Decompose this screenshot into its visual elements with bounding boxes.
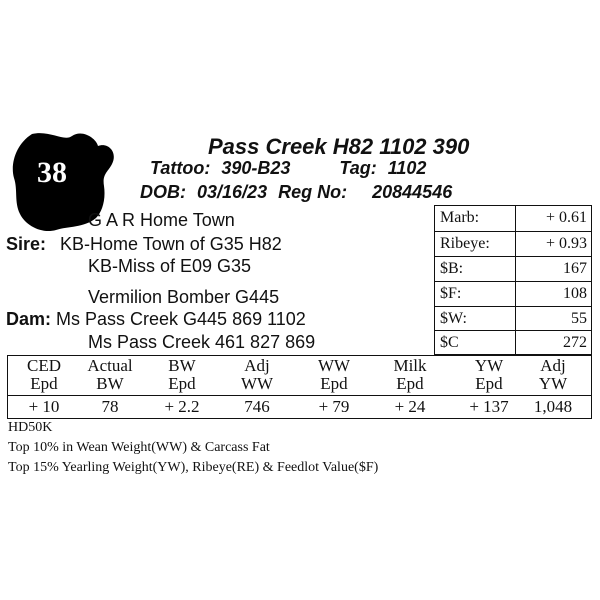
tattoo-value: 390-B23	[221, 158, 291, 178]
epd-row-c	[435, 330, 591, 355]
column-subheader: Epd	[168, 374, 196, 393]
epd-value: 55	[571, 310, 587, 327]
column-value: + 24	[394, 397, 426, 416]
tag-value: 1102	[387, 158, 427, 178]
lot-number: 38	[37, 156, 67, 189]
column-value: 78	[101, 397, 119, 416]
column-header: Milk	[393, 356, 427, 375]
performance-column	[517, 356, 589, 418]
column-header: BW	[168, 356, 196, 375]
column-subheader: YW	[538, 374, 568, 393]
ranking-note: Top 15% Yearling Weight(YW), Ribeye(RE) & Feedlot Value($F)	[8, 460, 379, 475]
column-header: CED	[27, 356, 61, 375]
column-subheader: Epd	[320, 374, 348, 393]
reg-value: 20844546	[372, 182, 453, 202]
epd-row-ribeye	[435, 231, 591, 256]
epd-label: $F:	[440, 285, 462, 302]
dob-label: DOB:	[140, 182, 186, 202]
epd-label: $W:	[440, 310, 467, 327]
sire-sire: G A R Home Town	[88, 210, 235, 230]
dam-name: Ms Pass Creek G445 869 1102	[56, 309, 306, 329]
epd-row-marb	[435, 206, 591, 230]
performance-column	[146, 356, 218, 418]
epd-column-divider	[515, 206, 516, 354]
column-header: WW	[317, 356, 351, 375]
column-subheader: Epd	[475, 374, 503, 393]
tattoo-tag-line	[150, 158, 426, 179]
column-value: + 10	[28, 397, 60, 416]
column-subheader: BW	[96, 374, 124, 393]
tattoo-label: Tattoo:	[150, 158, 211, 178]
epd-row-f	[435, 281, 591, 306]
reg-label: Reg No:	[278, 182, 348, 202]
column-subheader: WW	[240, 374, 274, 393]
epd-label: Marb:	[440, 209, 480, 226]
dob-reg-line	[140, 182, 452, 203]
genomic-note: HD50K	[8, 420, 53, 435]
epd-label: $C	[440, 334, 459, 351]
dob-value: 03/16/23	[197, 182, 268, 202]
epd-row-b	[435, 256, 591, 281]
performance-column	[8, 356, 80, 418]
animal-name: Pass Creek H82 1102 390	[208, 134, 470, 159]
performance-column	[298, 356, 370, 418]
sire-name: KB-Home Town of G35 H82	[60, 234, 282, 254]
performance-column	[74, 356, 146, 418]
performance-table	[7, 355, 592, 419]
epd-label: Ribeye:	[440, 235, 490, 252]
column-header: Actual	[87, 356, 133, 375]
tag-label: Tag:	[339, 158, 377, 178]
performance-column	[374, 356, 446, 418]
column-header: Adj	[244, 356, 270, 375]
epd-label: $B:	[440, 260, 464, 277]
epd-value: + 0.61	[545, 209, 587, 226]
dam-dam: Ms Pass Creek 461 827 869	[88, 332, 316, 352]
column-header: YW	[474, 356, 504, 375]
epd-row-w	[435, 306, 591, 331]
epd-value: 108	[563, 285, 587, 302]
column-value: + 2.2	[164, 397, 200, 416]
sire-label: Sire:	[6, 234, 47, 254]
dam-sire: Vermilion Bomber G445	[88, 287, 280, 307]
dam-label: Dam:	[6, 309, 52, 329]
column-value: + 137	[469, 397, 509, 416]
column-value: + 79	[318, 397, 350, 416]
epd-value: 272	[563, 334, 587, 351]
sire-dam: KB-Miss of E09 G35	[88, 256, 252, 276]
epd-value: + 0.93	[545, 235, 587, 252]
performance-column	[453, 356, 525, 418]
ranking-note: Top 10% in Wean Weight(WW) & Carcass Fat	[8, 440, 270, 455]
epd-table	[434, 205, 592, 355]
column-subheader: Epd	[396, 374, 424, 393]
column-value: 746	[244, 397, 270, 416]
epd-value: 167	[563, 260, 587, 277]
performance-column	[221, 356, 293, 418]
column-subheader: Epd	[30, 374, 58, 393]
column-value: 1,048	[533, 397, 573, 416]
column-header: Adj	[540, 356, 566, 375]
